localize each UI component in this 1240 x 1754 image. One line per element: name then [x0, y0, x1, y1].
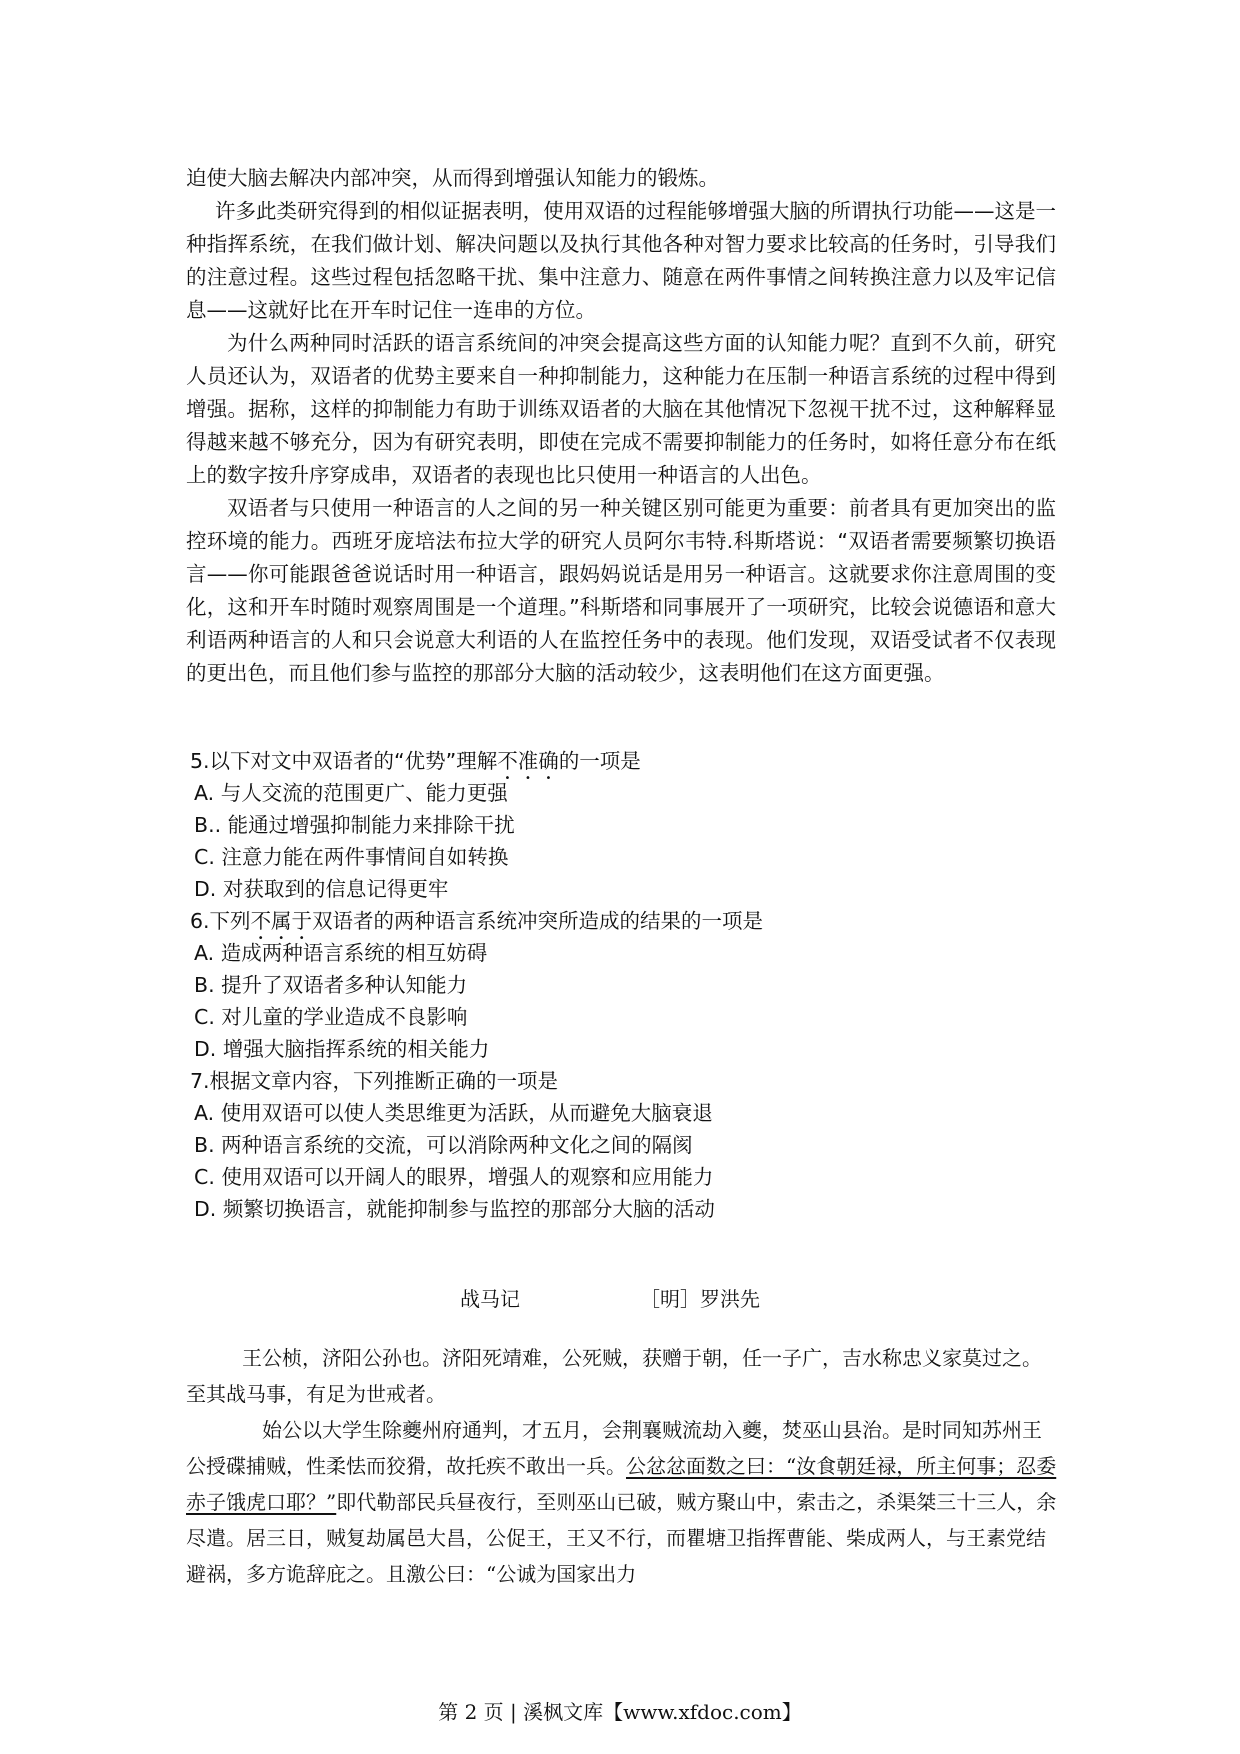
question-6-option-a: A. 造成两种语言系统的相互妨碍 [194, 941, 488, 965]
classical-paragraph-2 [186, 1412, 1058, 1592]
passage-paragraph-4: 双语者与只使用一种语言的人之间的另一种关键区别可能更为重要：前者具有更加突出的监控环境的能力。西班牙庞培法布拉大学的研究人员阿尔韦特.科斯塔说：“双语者需要频繁切换语言——你可能跟爸爸说话时用一种语言，跟妈妈说话是用另一种语言。这就要求你注意周围的变化，这和开车时随时观察周围是一个道理。”科斯塔和同事展开了一项研究，比较会说德语和意大利语两种语言的人和只会说意大利语的人在监控任务中的表现。他们发现，双语受试者不仅表现的更出色，而且他们参与监控的那部分大脑的活动较少，这表明他们在这方面更强。 [186, 496, 1056, 685]
question-5-option-d: D. 对获取到的信息记得更牢 [194, 877, 449, 901]
question-6-emphasis: 不属于 [250, 909, 313, 933]
classical-paragraph-2-start: 始公以大学生除夔州府通判，才五月，会荆襄贼流劫入夔，焚巫山县治。是时同知苏州王公授碟捕贼，性柔怯而狡猾，故托疾不敢出一兵。 [186, 1418, 1042, 1478]
question-6-stem [190, 905, 1050, 937]
question-6-stem-text: 6.下列 [190, 909, 251, 933]
classical-text-heading [0, 1284, 1240, 1314]
question-6-option-c: C. 对儿童的学业造成不良影响 [194, 1005, 468, 1029]
question-7-stem [190, 1065, 1050, 1097]
passage-paragraph-3: 为什么两种同时活跃的语言系统间的冲突会提高这些方面的认知能力呢？直到不久前，研究人员还认为，双语者的优势主要来自一种抑制能力，这种能力在压制一种语言系统的过程中得到增强。据称，这样的抑制能力有助于训练双语者的大脑在其他情况下忽视干扰不过，这种解释显得越来越不够充分，因为有研究表明，即使在完成不需要抑制能力的任务时，如将任意分布在纸上的数字按升序穿成串，双语者的表现也比只使用一种语言的人出色。 [186, 331, 1056, 487]
question-5-option-c: C. 注意力能在两件事情间自如转换 [194, 845, 509, 869]
underlined-sentence: 公忿忿面数之曰：“汝食朝廷禄，所主何事；忍委赤子饿虎口耶？” [186, 1454, 1057, 1514]
classical-title: 战马记 [460, 1287, 520, 1311]
question-5-option-a: A. 与人交流的范围更广、能力更强 [194, 781, 508, 805]
question-7-stem-text: 7.根据文章内容，下列推断正确的一项是 [190, 1069, 559, 1093]
page-footer: 第 2 页 | 溪枫文库【www.xfdoc.com】 [438, 1700, 802, 1724]
question-5-option-b: B.. 能通过增强抑制能力来排除干扰 [194, 813, 515, 837]
question-7-option-d: D. 频繁切换语言，就能抑制参与监控的那部分大脑的活动 [194, 1197, 715, 1221]
question-6-option-d: D. 增强大脑指挥系统的相关能力 [194, 1037, 490, 1061]
question-7-option-b: B. 两种语言系统的交流，可以消除两种文化之间的隔阂 [194, 1133, 693, 1157]
passage-paragraph-2: 许多此类研究得到的相似证据表明，使用双语的过程能够增强大脑的所谓执行功能——这是一种指挥系统，在我们做计划、解决问题以及执行其他各种对智力要求比较高的任务时，引导我们的注意过程。这些过程包括忽略干扰、集中注意力、随意在两件事情之间转换注意力以及牢记信息——这就好比在开车时记住一连串的方位。 [186, 199, 1056, 322]
passage-paragraph-1: 迫使大脑去解决内部冲突，从而得到增强认知能力的锻炼。 [186, 166, 719, 190]
question-list [190, 745, 1050, 1225]
question-7-option-c: C. 使用双语可以开阔人的眼界，增强人的观察和应用能力 [194, 1165, 714, 1189]
classical-paragraph-2-end: 即代勒部民兵昼夜行，至则巫山已破，贼方聚山中，索击之，杀渠桀三十三人，余尽遣。居三日，贼复劫属邑大昌，公促王，王又不行，而瞿塘卫指挥曹能、柴成两人，与王素党结避祸，多方诡辞庇之。且激公曰：“公诚为国家出力 [186, 1490, 1057, 1586]
question-5-stem [190, 745, 1050, 777]
question-6-option-b: B. 提升了双语者多种认知能力 [194, 973, 468, 997]
question-5-stem-end: 的一项是 [558, 749, 641, 773]
question-7-option-a: A. 使用双语可以使人类思维更为活跃，从而避免大脑衰退 [194, 1101, 713, 1125]
classical-author: ［明］罗洪先 [640, 1287, 760, 1311]
question-6-stem-end: 双语者的两种语言系统冲突所造成的结果的一项是 [312, 909, 764, 933]
question-5-stem-text: 5.以下对文中双语者的“优势”理解 [190, 749, 498, 773]
classical-paragraph-1: 王公桢，济阳公孙也。济阳死靖难，公死贼，获赠于朝，任一子广，吉水称忠义家莫过之。至其战马事，有足为世戒者。 [186, 1346, 1042, 1406]
question-5-emphasis: 不准确 [497, 749, 559, 773]
